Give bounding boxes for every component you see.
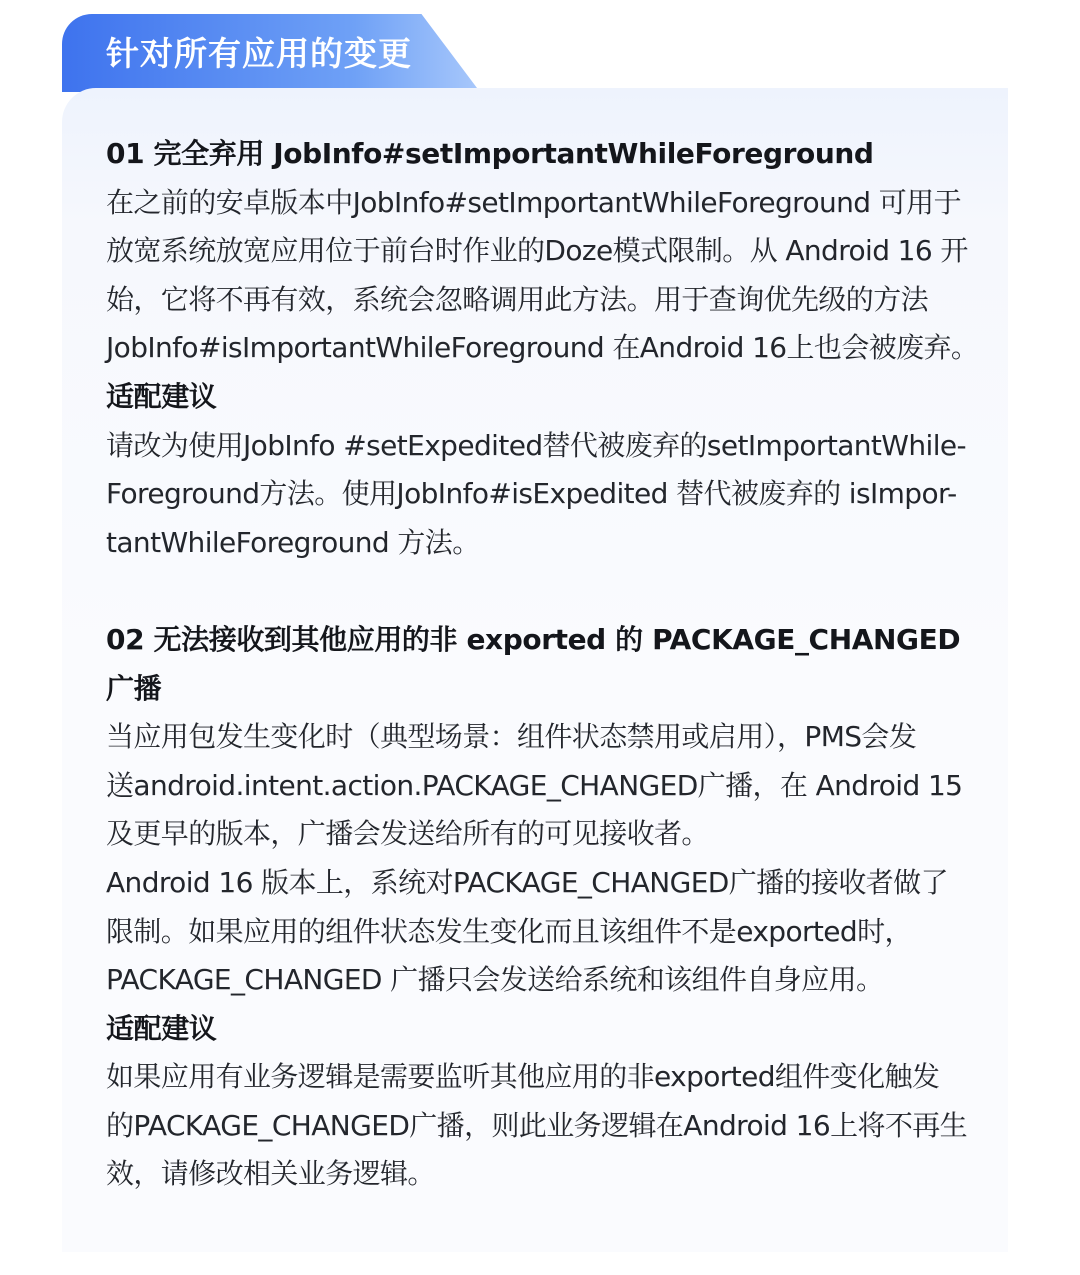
section-1-heading: 01 完全弃用 JobInfo#setImportantWhileForeground [106, 137, 874, 170]
section-tab-title: 针对所有应用的变更 [106, 34, 412, 73]
section-1-advice-line: Foreground方法。使用JobInfo#isExpedited 替代被废弃的 isImpor- [106, 477, 957, 511]
section-2-body-line: 当应用包发生变化时（典型场景：组件状态禁用或启用），PMS会发 [106, 720, 917, 754]
section-1 [106, 130, 996, 567]
section-2-body-line: Android 16 版本上，系统对PACKAGE_CHANGED广播的接收者做了 [106, 865, 948, 899]
section-1-body-line: 始，它将不再有效，系统会忽略调用此方法。用于查询优先级的方法 [106, 282, 929, 316]
section-2-body-line: PACKAGE_CHANGED 广播只会发送给系统和该组件自身应用。 [106, 963, 884, 997]
article-body [106, 130, 996, 1199]
section-1-body-line: 放宽系统放宽应用位于前台时作业的Doze模式限制。从 Android 16 开 [106, 234, 968, 268]
section-2-body-line: 送android.intent.action.PACKAGE_CHANGED广播，在 Android 15 [106, 768, 963, 802]
section-2-advice-line: 如果应用有业务逻辑是需要监听其他应用的非exported组件变化触发 [106, 1060, 940, 1094]
section-2-body-line: 限制。如果应用的组件状态发生变化而且该组件不是exported时， [106, 914, 912, 948]
section-2 [106, 616, 996, 1199]
section-2-body-line: 及更早的版本，广播会发送给所有的可见接收者。 [106, 817, 709, 851]
section-1-advice-line: 请改为使用JobInfo #setExpedited替代被废弃的setImportantWhile- [106, 428, 967, 462]
section-2-heading: 广播 [106, 671, 162, 705]
section-1-body-line: 在之前的安卓版本中JobInfo#setImportantWhileForeground 可用于 [106, 185, 961, 219]
section-1-advice-line: tantWhileForeground 方法。 [106, 525, 480, 559]
section-2-advice-line: 的PACKAGE_CHANGED广播，则此业务逻辑在Android 16上将不再生 [106, 1108, 968, 1142]
section-1-advice-heading: 适配建议 [106, 379, 217, 413]
section-1-body-line: JobInfo#isImportantWhileForeground 在Android 16上也会被废弃。 [106, 331, 979, 365]
section-2-advice-heading: 适配建议 [106, 1011, 217, 1045]
section-spacer [106, 567, 996, 616]
section-2-heading: 02 无法接收到其他应用的非 exported 的 PACKAGE_CHANGED [106, 622, 961, 656]
section-2-advice-line: 效，请修改相关业务逻辑。 [106, 1157, 435, 1191]
